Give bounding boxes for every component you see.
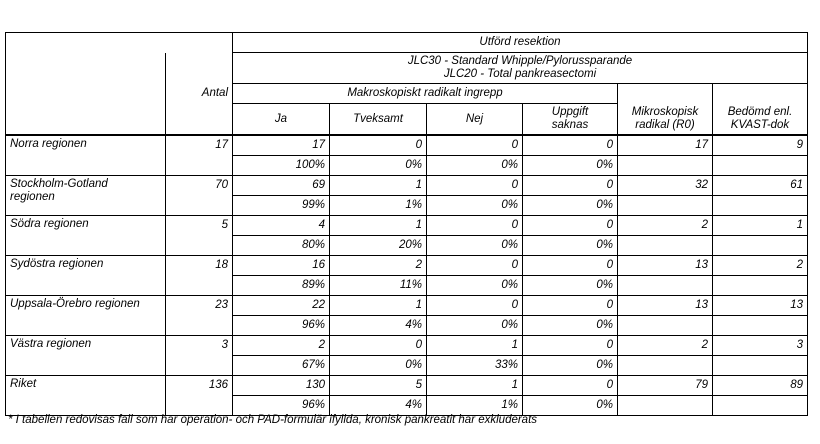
header-antal-spacer — [166, 33, 233, 53]
uppgift-cell: 0 — [523, 296, 618, 316]
resection-table — [5, 32, 808, 416]
ja-cell: 130 — [233, 376, 330, 396]
antal-pct-spacer — [166, 356, 233, 376]
table-row — [6, 176, 808, 196]
nej-pct-cell: 0% — [427, 316, 523, 336]
uppgift-pct-cell: 0% — [523, 156, 618, 176]
tveksamt-cell: 1 — [330, 216, 427, 236]
tveksamt-cell: 0 — [330, 135, 427, 156]
tveksamt-pct-cell: 11% — [330, 276, 427, 296]
region-line-1: Uppsala-Örebro regionen — [10, 298, 140, 310]
bedomd-cell: 13 — [713, 296, 808, 316]
procedure-line-1: JLC30 - Standard Whipple/Pylorussparande — [407, 55, 633, 67]
nej-pct-cell: 0% — [427, 276, 523, 296]
region-line-1: Västra regionen — [10, 338, 92, 350]
uppgift-pct-cell: 0% — [523, 276, 618, 296]
antal-pct-spacer — [166, 276, 233, 296]
nej-pct-cell: 0% — [427, 156, 523, 176]
antal-cell: 23 — [166, 296, 233, 316]
nej-cell: 0 — [427, 135, 523, 156]
nej-cell: 0 — [427, 216, 523, 236]
nej-cell: 0 — [427, 296, 523, 316]
bedomd-cell: 9 — [713, 135, 808, 156]
tveksamt-cell: 0 — [330, 336, 427, 356]
mikro-cell: 13 — [618, 256, 713, 276]
ja-cell: 17 — [233, 135, 330, 156]
tveksamt-cell: 1 — [330, 296, 427, 316]
table-body — [6, 135, 808, 416]
procedure-line-2: JLC20 - Total pankreasectomi — [443, 68, 597, 80]
antal-cell: 136 — [166, 376, 233, 396]
nej-pct-cell: 0% — [427, 196, 523, 216]
header-procedure — [233, 53, 808, 84]
tveksamt-cell: 1 — [330, 176, 427, 196]
nej-cell: 1 — [427, 376, 523, 396]
tveksamt-pct-cell: 0% — [330, 156, 427, 176]
antal-pct-spacer — [166, 316, 233, 336]
bedomd-line-2: KVAST-dok — [730, 118, 790, 131]
mikro-pct-spacer — [618, 396, 713, 416]
mikro-cell: 2 — [618, 336, 713, 356]
mikro-cell: 79 — [618, 376, 713, 396]
bedomd-pct-spacer — [713, 316, 808, 336]
header-antal: Antal — [166, 84, 233, 104]
header-tveksamt: Tveksamt — [330, 104, 427, 136]
uppgift-cell: 0 — [523, 176, 618, 196]
region-name — [6, 135, 166, 176]
tveksamt-pct-cell: 1% — [330, 196, 427, 216]
uppgift-line-1: Uppgift — [551, 106, 589, 118]
nej-cell: 1 — [427, 336, 523, 356]
bedomd-pct-spacer — [713, 396, 808, 416]
ja-pct-cell: 100% — [233, 156, 330, 176]
bedomd-pct-spacer — [713, 236, 808, 256]
mikro-line-2: radikal (R0) — [635, 118, 695, 131]
table-row — [6, 135, 808, 156]
table-header — [6, 33, 808, 136]
ja-cell: 2 — [233, 336, 330, 356]
nej-pct-cell: 0% — [427, 236, 523, 256]
bedomd-pct-spacer — [713, 276, 808, 296]
mikro-line-1: Mikroskopisk — [631, 105, 699, 118]
antal-cell: 18 — [166, 256, 233, 276]
region-name — [6, 336, 166, 376]
tveksamt-cell: 5 — [330, 376, 427, 396]
mikro-pct-spacer — [618, 156, 713, 176]
region-line-1: Riket — [10, 378, 37, 390]
tveksamt-cell: 2 — [330, 256, 427, 276]
region-name — [6, 376, 166, 416]
mikro-cell: 2 — [618, 216, 713, 236]
mikro-pct-spacer — [618, 316, 713, 336]
region-line-1: Sydöstra regionen — [10, 258, 104, 270]
ja-cell: 22 — [233, 296, 330, 316]
header-uppgift — [523, 104, 618, 136]
mikro-pct-spacer — [618, 196, 713, 216]
bedomd-pct-spacer — [713, 196, 808, 216]
bedomd-pct-spacer — [713, 156, 808, 176]
antal-pct-spacer — [166, 196, 233, 216]
table-row — [6, 376, 808, 396]
ja-pct-cell: 96% — [233, 316, 330, 336]
antal-cell: 3 — [166, 336, 233, 356]
ja-pct-cell: 96% — [233, 396, 330, 416]
bedomd-cell: 1 — [713, 216, 808, 236]
tveksamt-pct-cell: 20% — [330, 236, 427, 256]
nej-pct-cell: 1% — [427, 396, 523, 416]
region-line-1: Södra regionen — [10, 218, 89, 230]
tveksamt-pct-cell: 4% — [330, 396, 427, 416]
region-name — [6, 176, 166, 216]
header-corner-4 — [6, 104, 166, 136]
header-bedomd — [713, 104, 808, 136]
uppgift-cell: 0 — [523, 256, 618, 276]
antal-cell: 17 — [166, 135, 233, 156]
ja-cell: 69 — [233, 176, 330, 196]
mikro-pct-spacer — [618, 276, 713, 296]
tveksamt-pct-cell: 4% — [330, 316, 427, 336]
nej-cell: 0 — [427, 256, 523, 276]
uppgift-line-2: saknas — [551, 119, 589, 131]
header-antal-spacer-2 — [166, 53, 233, 84]
bedomd-cell: 3 — [713, 336, 808, 356]
antal-pct-spacer — [166, 396, 233, 416]
mikro-cell: 13 — [618, 296, 713, 316]
uppgift-pct-cell: 0% — [523, 356, 618, 376]
table-row — [6, 216, 808, 236]
bedomd-pct-spacer — [713, 356, 808, 376]
uppgift-pct-cell: 0% — [523, 396, 618, 416]
bedomd-cell: 2 — [713, 256, 808, 276]
header-bedomd-spacer — [713, 84, 808, 104]
nej-pct-cell: 33% — [427, 356, 523, 376]
header-nej: Nej — [427, 104, 523, 136]
header-corner-3 — [6, 84, 166, 104]
header-corner — [6, 33, 166, 53]
uppgift-pct-cell: 0% — [523, 196, 618, 216]
table-row — [6, 256, 808, 276]
antal-cell: 70 — [166, 176, 233, 196]
region-line-1: Stockholm-Gotland — [10, 178, 108, 190]
header-corner-2 — [6, 53, 166, 84]
header-utford: Utförd resektion — [233, 33, 808, 53]
uppgift-cell: 0 — [523, 336, 618, 356]
mikro-pct-spacer — [618, 236, 713, 256]
header-antal-spacer-4 — [166, 104, 233, 136]
uppgift-cell: 0 — [523, 216, 618, 236]
ja-pct-cell: 80% — [233, 236, 330, 256]
antal-pct-spacer — [166, 236, 233, 256]
nej-cell: 0 — [427, 176, 523, 196]
table-row — [6, 336, 808, 356]
region-name — [6, 296, 166, 336]
header-mikro-spacer — [618, 84, 713, 104]
antal-pct-spacer — [166, 156, 233, 176]
bedomd-cell: 89 — [713, 376, 808, 396]
uppgift-pct-cell: 0% — [523, 236, 618, 256]
header-ja: Ja — [233, 104, 330, 136]
header-makro: Makroskopiskt radikalt ingrepp — [233, 84, 618, 104]
bedomd-line-1: Bedömd enl. — [727, 105, 793, 118]
region-name — [6, 256, 166, 296]
mikro-cell: 32 — [618, 176, 713, 196]
region-name — [6, 216, 166, 256]
table-row — [6, 296, 808, 316]
ja-pct-cell: 67% — [233, 356, 330, 376]
mikro-cell: 17 — [618, 135, 713, 156]
uppgift-cell: 0 — [523, 135, 618, 156]
header-mikro — [618, 104, 713, 136]
ja-pct-cell: 89% — [233, 276, 330, 296]
uppgift-pct-cell: 0% — [523, 316, 618, 336]
ja-cell: 16 — [233, 256, 330, 276]
bedomd-cell: 61 — [713, 176, 808, 196]
uppgift-cell: 0 — [523, 376, 618, 396]
region-line-2: regionen — [10, 191, 55, 203]
mikro-pct-spacer — [618, 356, 713, 376]
region-line-1: Norra regionen — [10, 138, 87, 150]
tveksamt-pct-cell: 0% — [330, 356, 427, 376]
ja-cell: 4 — [233, 216, 330, 236]
ja-pct-cell: 99% — [233, 196, 330, 216]
footnote: * I tabellen redovisas fall som har operation- och PAD-formulär ifyllda, kronisk pankreatit har exkluderats — [8, 414, 538, 426]
antal-cell: 5 — [166, 216, 233, 236]
